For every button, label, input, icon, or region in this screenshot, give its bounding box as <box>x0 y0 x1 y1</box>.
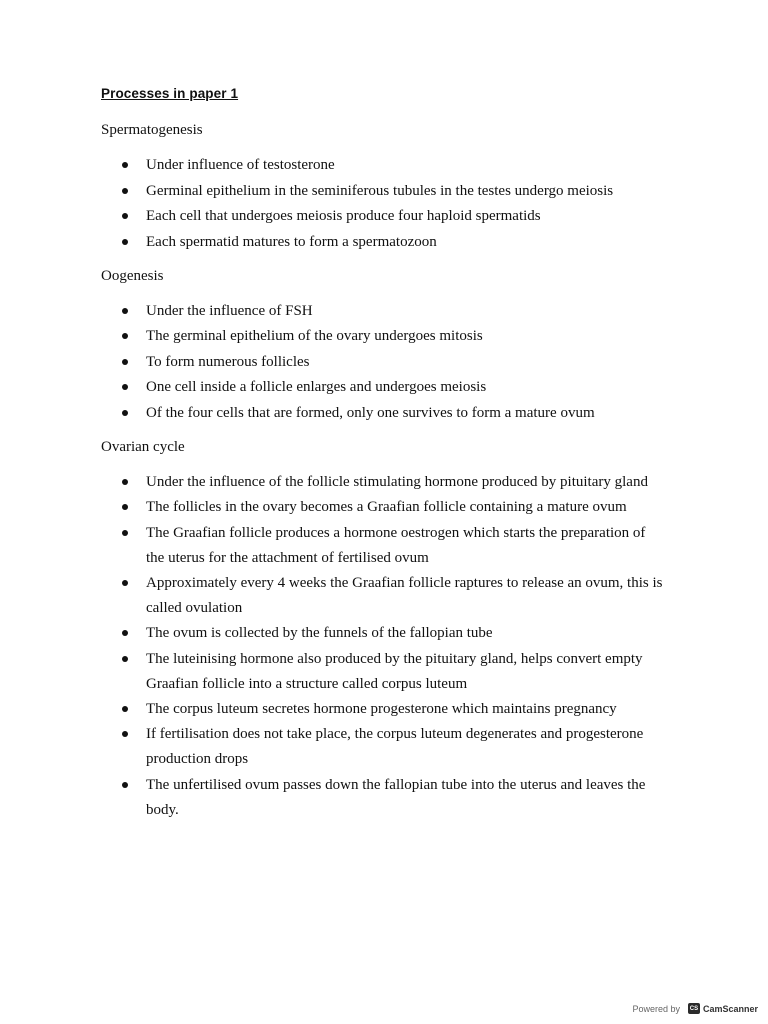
bullet-icon <box>122 782 128 788</box>
bullet-icon <box>122 384 128 390</box>
camscanner-logo-icon: CS <box>688 1003 700 1014</box>
page-title: Processes in paper 1 <box>101 86 239 101</box>
bullet-icon <box>122 731 128 737</box>
bullet-text: The Graafian follicle produces a hormone oestrogen which starts the preparation of <box>146 525 646 541</box>
bullet-icon <box>122 706 128 712</box>
bullet-icon <box>122 479 128 485</box>
bullet-icon <box>122 530 128 536</box>
bullet-text: Each cell that undergoes meiosis produce four haploid spermatids <box>146 208 541 224</box>
section-heading: Spermatogenesis <box>101 122 203 138</box>
bullet-text: body. <box>146 802 179 818</box>
bullet-text: called ovulation <box>146 600 243 616</box>
bullet-text: The luteinising hormone also produced by the pituitary gland, helps convert empty <box>146 651 643 667</box>
bullet-text: Graafian follicle into a structure called corpus luteum <box>146 676 468 692</box>
bullet-icon <box>122 239 128 245</box>
section-heading: Ovarian cycle <box>101 439 185 455</box>
bullet-icon <box>122 188 128 194</box>
bullet-text: Under the influence of FSH <box>146 303 313 319</box>
bullet-text: If fertilisation does not take place, the corpus luteum degenerates and progesterone <box>146 726 644 742</box>
bullet-text: One cell inside a follicle enlarges and undergoes meiosis <box>146 379 487 395</box>
bullet-text: Germinal epithelium in the seminiferous tubules in the testes undergo meiosis <box>146 183 614 199</box>
powered-by-label: Powered by <box>632 1003 680 1014</box>
bullet-text: production drops <box>146 751 249 767</box>
bullet-icon <box>122 162 128 168</box>
bullet-icon <box>122 580 128 586</box>
bullet-icon <box>122 656 128 662</box>
scanner-watermark <box>632 1003 758 1014</box>
bullet-icon <box>122 359 128 365</box>
camscanner-brand: CamScanner <box>702 1003 758 1014</box>
bullet-text: Approximately every 4 weeks the Graafian follicle raptures to release an ovum, this is <box>146 575 663 591</box>
bullet-text: To form numerous follicles <box>146 354 310 370</box>
bullet-icon <box>122 410 128 416</box>
bullet-icon <box>122 333 128 339</box>
bullet-text: Under the influence of the follicle stimulating hormone produced by pituitary gland <box>146 474 648 490</box>
bullet-text: Under influence of testosterone <box>146 157 335 173</box>
bullet-text: The unfertilised ovum passes down the fallopian tube into the uterus and leaves the <box>146 777 646 793</box>
bullet-icon <box>122 308 128 314</box>
section-heading: Oogenesis <box>101 268 164 284</box>
bullet-icon <box>122 504 128 510</box>
bullet-text: The ovum is collected by the funnels of the fallopian tube <box>146 625 493 641</box>
bullet-icon <box>122 630 128 636</box>
bullet-text: The corpus luteum secretes hormone progesterone which maintains pregnancy <box>146 701 617 717</box>
bullet-text: Of the four cells that are formed, only one survives to form a mature ovum <box>146 405 595 421</box>
bullet-text: Each spermatid matures to form a spermatozoon <box>146 234 437 250</box>
bullet-text: The germinal epithelium of the ovary undergoes mitosis <box>146 328 483 344</box>
bullet-icon <box>122 213 128 219</box>
bullet-text: The follicles in the ovary becomes a Graafian follicle containing a mature ovum <box>146 499 627 515</box>
bullet-text: the uterus for the attachment of fertilised ovum <box>146 550 429 566</box>
